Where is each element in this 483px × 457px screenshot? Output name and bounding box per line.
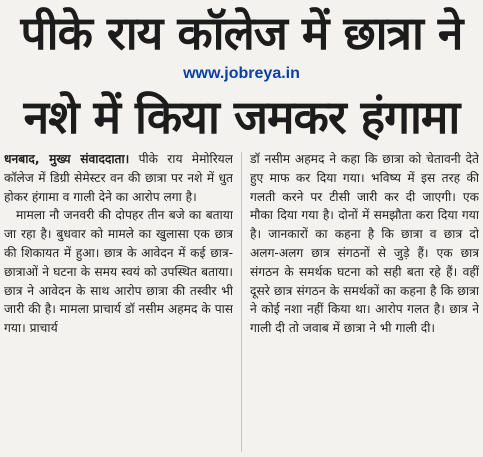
- paragraph-text: पीके राय मेमोरियल कॉलेज में डिग्री सेमेस्टर वन की छात्रा पर नशे में धुत होकर हंगामा व गाली देने का आरोप लगा है।: [4, 152, 234, 204]
- headline-line-1: पीके राय कॉलेज में छात्रा ने: [20, 6, 463, 60]
- article-column-2: [250, 150, 479, 453]
- paragraph: [4, 150, 233, 206]
- article-column-1: [4, 150, 233, 453]
- website-watermark[interactable]: www.jobreya.in: [183, 65, 300, 82]
- column-divider: [241, 152, 242, 452]
- headline-line-2: नशे में किया जमकर हंगामा: [23, 90, 460, 144]
- article-body: [4, 150, 479, 453]
- paragraph: मामला नौ जनवरी की दोपहर तीन बजे का बताया जा रहा है। बुधवार को मामले का खुलासा एक छात्र की शिकायत में हुआ। छात्र के आवेदन में कई छात्र-छात्राओं ने घटना के समय स्वयं को उपस्थित बताया। छात्र ने आवेदन के साथ आरोप छात्रा की तस्वीर भी जारी की है। मामला प्राचार्य डॉ नसीम अहमद के पास गया। प्राचार्य: [4, 208, 234, 336]
- paragraph: डॉ नसीम अहमद ने कहा कि छात्रा को चेतावनी देते हुए माफ कर दिया गया। भविष्य में इस तरह की गलती करने पर टीसी जारी कर दी जाएगी। एक मौका दिया गया है। दोनों में समझौता करा दिया गया है। जानकारों का कहना है कि छात्रा व छात्र दो अलग-अलग छात्र संगठनों से जुड़े हैं। एक छात्र संगठन के समर्थक घटना को सही बता रहे हैं। वहीं दूसरे छात्र संगठन के समर्थकों का कहना है कि छात्रा ने कोई नशा नहीं किया था। आरोप गलत है। छात्र ने गाली दी तो जवाब में छात्रा ने भी गाली दी।: [250, 152, 480, 336]
- byline: धनबाद, मुख्य संवाददाता।: [4, 152, 130, 166]
